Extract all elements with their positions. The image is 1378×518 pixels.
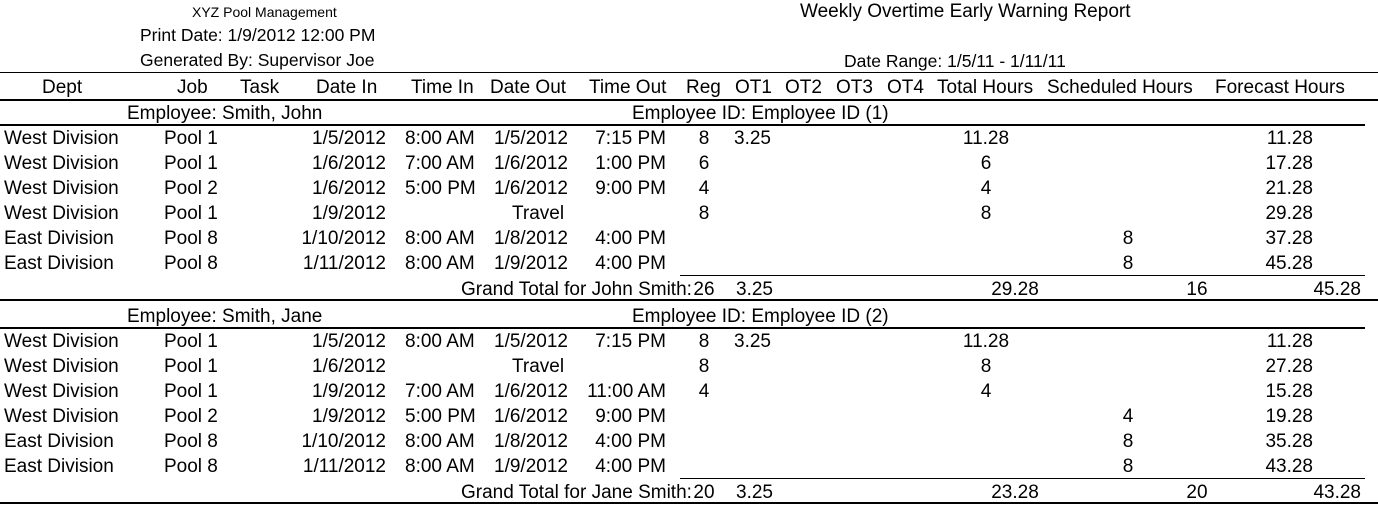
cell-scheduled-hours: 8 (1122, 455, 1134, 477)
cell-forecast-hours: 11.28 (1266, 128, 1313, 149)
cell-total-hours: 11.28 (962, 128, 1010, 149)
col-task: Task (240, 77, 280, 98)
cell-time-out: 7:15 PM (595, 331, 666, 352)
cell-time-in: 8:00 AM (405, 430, 475, 452)
cell-dept: West Division (4, 128, 119, 149)
cell-forecast-hours: 43.28 (1265, 455, 1313, 477)
cell-date-in: 1/6/2012 (312, 355, 386, 377)
col-time-out: Time Out (589, 77, 667, 98)
cell-time-out: 4:00 PM (595, 455, 666, 477)
col-reg: Reg (686, 77, 721, 98)
cell-dept: East Division (4, 430, 114, 452)
col-job: Job (177, 77, 208, 98)
cell-date-out: 1/8/2012 (494, 430, 568, 452)
cell-job: Pool 1 (164, 128, 218, 149)
cell-date-out: 1/8/2012 (494, 227, 568, 249)
cell-forecast-hours: 27.28 (1265, 355, 1313, 377)
employee-name: Employee: Smith, Jane (127, 306, 323, 327)
total-reg: 20 (693, 482, 715, 504)
cell-time-out: 7:15 PM (595, 128, 666, 149)
cell-time-out: 4:00 PM (595, 252, 666, 274)
total-top-line (680, 275, 1365, 276)
grand-total-label: Grand Total for John Smith: (461, 279, 692, 301)
cell-job: Pool 1 (164, 202, 218, 224)
cell-time-in: 8:00 AM (405, 128, 475, 149)
col-ot4: OT4 (887, 77, 924, 98)
cell-dept: West Division (4, 331, 119, 352)
cell-dept: West Division (4, 355, 119, 377)
cell-time-in: 8:00 AM (405, 455, 475, 477)
cell-time-out: 1:00 PM (595, 152, 666, 174)
cell-dept: West Division (4, 177, 119, 199)
employee-id: Employee ID: Employee ID (1) (632, 103, 889, 124)
cell-forecast-hours: 15.28 (1265, 380, 1313, 402)
cell-time-out: 4:00 PM (595, 227, 666, 249)
cell-scheduled-hours: 8 (1122, 252, 1134, 274)
cell-forecast-hours: 45.28 (1265, 252, 1313, 274)
cell-job: Pool 2 (164, 177, 218, 199)
col-forecast-hours: Forecast Hours (1215, 77, 1345, 98)
header-top-divider (0, 72, 1378, 73)
cell-total-hours: 4 (980, 177, 992, 199)
section-bottom-line (0, 502, 1378, 504)
cell-job: Pool 8 (164, 430, 218, 452)
cell-time-in: 8:00 AM (405, 227, 475, 249)
cell-time-in: 7:00 AM (405, 380, 475, 402)
cell-total-hours: 6 (980, 152, 992, 174)
col-ot1: OT1 (735, 77, 772, 98)
cell-date-in: 1/10/2012 (301, 430, 386, 452)
report-title: Weekly Overtime Early Warning Report (800, 1, 1131, 22)
grand-total-label: Grand Total for Jane Smith: (461, 482, 692, 504)
cell-time-in: 8:00 AM (405, 252, 475, 274)
cell-dept: West Division (4, 380, 119, 402)
cell-date-in: 1/9/2012 (312, 405, 386, 427)
cell-date-out: 1/9/2012 (494, 252, 568, 274)
cell-date-in: 1/10/2012 (301, 227, 386, 249)
col-scheduled-hours: Scheduled Hours (1047, 77, 1193, 98)
total-scheduled-hours: 16 (1186, 279, 1208, 301)
date-range: Date Range: 1/5/11 - 1/11/11 (844, 51, 1066, 71)
cell-dept: West Division (4, 152, 119, 174)
cell-time-in: 5:00 PM (405, 177, 476, 199)
col-dept: Dept (42, 77, 83, 98)
total-reg: 26 (693, 279, 715, 301)
col-total-hours: Total Hours (937, 77, 1034, 98)
cell-date-in: 1/11/2012 (302, 252, 386, 274)
cell-job: Pool 2 (164, 405, 218, 427)
cell-reg: 8 (698, 128, 710, 149)
cell-date-out: Travel (512, 355, 565, 377)
cell-time-in: 5:00 PM (405, 405, 476, 427)
col-ot3: OT3 (836, 77, 873, 98)
cell-total-hours: 4 (980, 380, 992, 402)
cell-date-in: 1/5/2012 (312, 128, 386, 149)
cell-job: Pool 8 (164, 252, 218, 274)
cell-date-in: 1/6/2012 (312, 152, 386, 174)
cell-date-in: 1/9/2012 (312, 202, 386, 224)
col-ot2: OT2 (785, 77, 822, 98)
total-forecast-hours: 45.28 (1313, 279, 1361, 301)
cell-time-out: 9:00 PM (595, 405, 666, 427)
cell-forecast-hours: 17.28 (1265, 152, 1313, 174)
cell-reg: 8 (698, 202, 710, 224)
cell-time-out: 9:00 PM (595, 177, 666, 199)
cell-dept: East Division (4, 455, 114, 477)
cell-date-out: 1/6/2012 (494, 152, 568, 174)
employee-divider (0, 124, 1365, 126)
header-bottom-divider (0, 99, 1378, 101)
cell-reg: 8 (698, 355, 710, 377)
cell-ot1: 3.25 (734, 128, 771, 149)
cell-scheduled-hours: 8 (1122, 227, 1134, 249)
cell-dept: West Division (4, 202, 119, 224)
total-total-hours: 23.28 (991, 482, 1039, 504)
employee-divider (0, 327, 1365, 329)
cell-date-out: 1/6/2012 (494, 405, 568, 427)
total-forecast-hours: 43.28 (1313, 482, 1361, 504)
cell-time-out: 11:00 AM (587, 380, 666, 402)
total-total-hours: 29.28 (991, 279, 1039, 301)
generated-by: Generated By: Supervisor Joe (140, 50, 375, 70)
cell-dept: West Division (4, 405, 119, 427)
cell-forecast-hours: 29.28 (1265, 202, 1313, 224)
cell-total-hours: 8 (980, 202, 992, 224)
cell-forecast-hours: 35.28 (1265, 430, 1313, 452)
cell-reg: 6 (698, 152, 710, 174)
cell-total-hours: 11.28 (962, 331, 1010, 352)
total-top-line (680, 478, 1365, 479)
cell-job: Pool 1 (164, 380, 218, 402)
cell-dept: East Division (4, 252, 114, 274)
cell-scheduled-hours: 4 (1122, 405, 1134, 427)
cell-job: Pool 1 (164, 331, 218, 352)
total-ot1: 3.25 (736, 482, 773, 504)
cell-job: Pool 8 (164, 227, 218, 249)
total-ot1: 3.25 (736, 279, 773, 301)
cell-ot1: 3.25 (734, 331, 771, 352)
cell-date-out: 1/6/2012 (494, 177, 568, 199)
cell-dept: East Division (4, 227, 114, 249)
cell-job: Pool 8 (164, 455, 218, 477)
cell-time-out: 4:00 PM (595, 430, 666, 452)
cell-date-in: 1/9/2012 (312, 380, 386, 402)
col-date-out: Date Out (490, 77, 567, 98)
cell-reg: 4 (698, 380, 710, 402)
col-date-in: Date In (316, 77, 378, 98)
employee-id: Employee ID: Employee ID (2) (632, 306, 889, 327)
cell-time-in: 8:00 AM (405, 331, 475, 352)
cell-scheduled-hours: 8 (1122, 430, 1134, 452)
cell-date-in: 1/11/2012 (302, 455, 386, 477)
company-name: XYZ Pool Management (192, 4, 337, 20)
cell-date-out: 1/6/2012 (494, 380, 568, 402)
cell-forecast-hours: 11.28 (1266, 331, 1313, 352)
cell-reg: 8 (698, 331, 710, 352)
cell-date-out: 1/9/2012 (494, 455, 568, 477)
section-bottom-line (0, 299, 1378, 301)
cell-time-in: 7:00 AM (405, 152, 475, 174)
employee-name: Employee: Smith, John (127, 103, 323, 124)
cell-date-in: 1/6/2012 (312, 177, 386, 199)
cell-date-out: 1/5/2012 (494, 331, 568, 352)
total-scheduled-hours: 20 (1186, 482, 1208, 504)
cell-reg: 4 (698, 177, 710, 199)
cell-job: Pool 1 (164, 152, 218, 174)
col-time-in: Time In (411, 77, 474, 98)
cell-date-out: Travel (512, 202, 565, 224)
print-date: Print Date: 1/9/2012 12:00 PM (140, 25, 376, 45)
cell-forecast-hours: 19.28 (1265, 405, 1313, 427)
cell-date-in: 1/5/2012 (312, 331, 386, 352)
cell-job: Pool 1 (164, 355, 218, 377)
cell-date-out: 1/5/2012 (494, 128, 568, 149)
cell-total-hours: 8 (980, 355, 992, 377)
cell-forecast-hours: 21.28 (1265, 177, 1313, 199)
cell-forecast-hours: 37.28 (1265, 227, 1313, 249)
